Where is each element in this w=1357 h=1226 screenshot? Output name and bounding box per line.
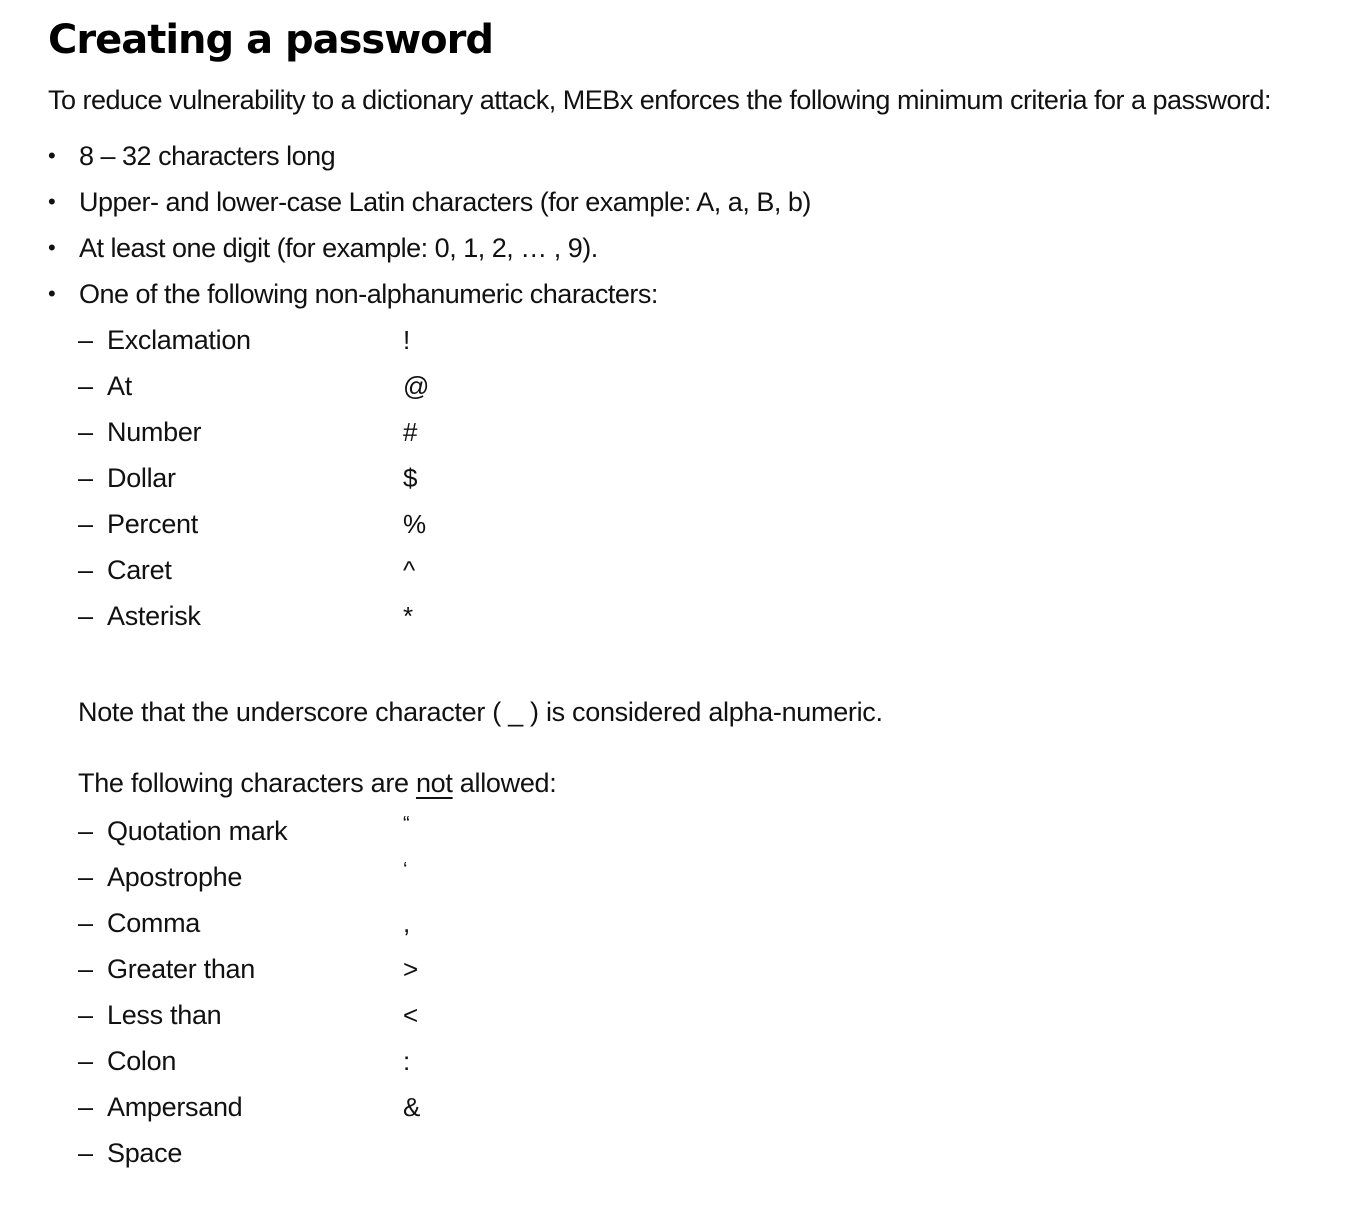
underscore-note: Note that the underscore character ( _ ) is considered alpha-numeric. <box>78 697 883 727</box>
character-symbol: ‘ <box>403 859 408 881</box>
page-title: Creating a password <box>48 17 494 63</box>
character-symbol: # <box>403 416 418 447</box>
character-symbol: ! <box>403 324 410 355</box>
allowed-character-row <box>78 322 443 358</box>
dash-glyph: – <box>78 907 93 938</box>
criteria-text: At least one digit (for example: 0, 1, 2, … , 9). <box>79 232 598 263</box>
dash-glyph: – <box>78 462 93 493</box>
character-name: Space <box>107 1137 183 1168</box>
character-symbol: @ <box>403 370 430 401</box>
criteria-text: Upper- and lower-case Latin characters (for example: A, a, B, b) <box>79 186 811 217</box>
disallowed-character-row <box>78 1089 443 1125</box>
disallowed-character-row <box>78 951 443 987</box>
dash-glyph: – <box>78 953 93 984</box>
character-name: At <box>107 370 132 401</box>
criteria-text: 8 – 32 characters long <box>79 140 336 171</box>
dash-glyph: – <box>78 416 93 447</box>
character-name: Greater than <box>107 953 255 984</box>
character-symbol: , <box>403 907 410 938</box>
dash-glyph: – <box>78 324 93 355</box>
not-allowed-emphasis: not <box>415 768 453 798</box>
character-symbol: & <box>403 1091 421 1122</box>
allowed-character-row <box>78 506 443 542</box>
character-name: Caret <box>107 554 172 585</box>
character-name: Comma <box>107 907 201 938</box>
character-symbol: ^ <box>403 554 415 585</box>
criteria-item <box>48 276 658 312</box>
not-allowed-heading-start: The following characters are <box>78 768 416 798</box>
criteria-item <box>48 138 335 174</box>
character-name: Exclamation <box>107 324 251 355</box>
dash-glyph: – <box>78 1091 93 1122</box>
allowed-character-row <box>78 552 443 588</box>
criteria-item <box>48 230 598 266</box>
character-name: Asterisk <box>107 600 201 631</box>
character-name: Less than <box>107 999 222 1030</box>
not-allowed-heading <box>78 765 556 801</box>
character-name: Percent <box>107 508 198 539</box>
character-name: Colon <box>107 1045 177 1076</box>
character-symbol: * <box>403 600 413 631</box>
allowed-character-row <box>78 598 443 634</box>
disallowed-character-row <box>78 1043 443 1079</box>
dash-glyph: – <box>78 370 93 401</box>
bullet-glyph: • <box>48 189 56 214</box>
allowed-character-row <box>78 460 443 496</box>
dash-glyph: – <box>78 999 93 1030</box>
character-name: Number <box>107 416 202 447</box>
character-symbol: % <box>403 508 426 539</box>
dash-glyph: – <box>78 861 93 892</box>
dash-glyph: – <box>78 815 93 846</box>
character-symbol: < <box>403 999 418 1030</box>
bullet-glyph: • <box>48 143 56 168</box>
dash-glyph: – <box>78 1045 93 1076</box>
character-symbol: : <box>403 1045 410 1076</box>
criteria-text: One of the following non-alphanumeric characters: <box>79 278 658 309</box>
allowed-character-row <box>78 414 443 450</box>
character-name: Dollar <box>107 462 176 493</box>
dash-glyph: – <box>78 600 93 631</box>
disallowed-character-row <box>78 813 443 849</box>
disallowed-character-row <box>78 905 443 941</box>
disallowed-character-row <box>78 997 443 1033</box>
character-symbol: “ <box>403 813 410 835</box>
disallowed-character-row <box>78 1135 443 1171</box>
disallowed-character-row <box>78 859 443 895</box>
character-name: Quotation mark <box>107 815 288 846</box>
criteria-item <box>48 184 811 220</box>
character-name: Ampersand <box>107 1091 243 1122</box>
allowed-character-row <box>78 368 443 404</box>
not-allowed-heading-end: allowed: <box>452 768 557 798</box>
intro-paragraph: To reduce vulnerability to a dictionary attack, MEBx enforces the following minimum criteria for a password: <box>48 85 1272 115</box>
dash-glyph: – <box>78 554 93 585</box>
bullet-glyph: • <box>48 281 56 306</box>
character-symbol: > <box>403 953 418 984</box>
dash-glyph: – <box>78 508 93 539</box>
character-symbol: $ <box>403 462 418 493</box>
character-name: Apostrophe <box>107 861 243 892</box>
dash-glyph: – <box>78 1137 93 1168</box>
bullet-glyph: • <box>48 235 56 260</box>
